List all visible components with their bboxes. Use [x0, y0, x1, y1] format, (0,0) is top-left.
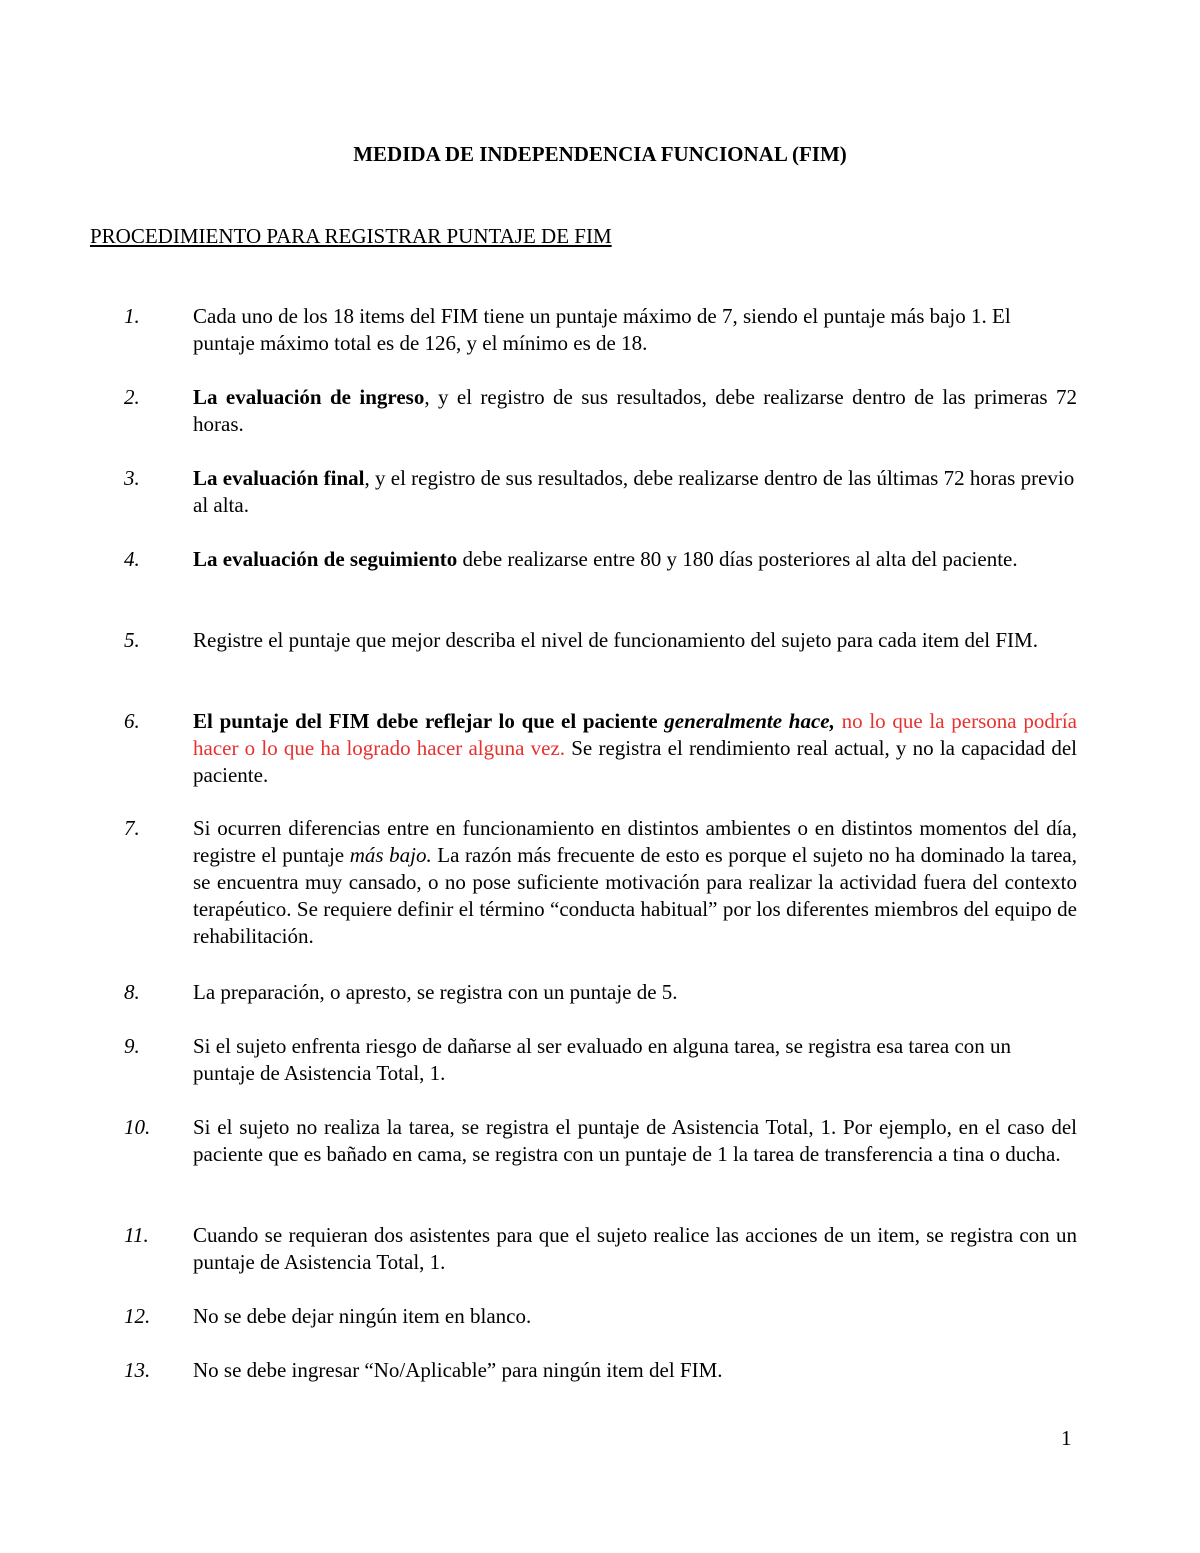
item-bold-lead: El puntaje del FIM debe reflejar lo que el paciente: [193, 709, 665, 733]
item-bold-lead: La evaluación final: [193, 466, 365, 490]
item-text: [193, 546, 1077, 573]
item-bold-lead: La evaluación de ingreso: [193, 385, 425, 409]
item-number: 6.: [124, 709, 140, 733]
item-text: No se debe ingresar “No/Aplicable” para ningún item del FIM.: [193, 1358, 723, 1382]
item-text: Cada uno de los 18 items del FIM tiene un puntaje máximo de 7, siendo el puntaje más bajo 1. El puntaje máximo total es de 126, y el mínimo es de 18.: [193, 304, 1011, 355]
item-number: 5.: [124, 628, 140, 652]
item-number: 11.: [124, 1223, 149, 1247]
item-italic: más bajo.: [349, 843, 432, 867]
item-text: La preparación, o apresto, se registra con un puntaje de 5.: [193, 980, 678, 1004]
item-number: 13.: [124, 1358, 151, 1382]
item-red-text: no lo que la persona podría hacer o lo que ha logrado hacer alguna vez.: [193, 709, 1077, 760]
item-text-rest: La razón más frecuente de esto es porque el sujeto no ha dominado la tarea, se encuentra muy cansado, o no pose suficiente motivación para realizar la actividad fuera del contexto terapéutico. Se requiere definir el término “conducta habitual” por los diferentes miembros del equipo de rehabilitación.: [193, 843, 1077, 948]
item-text-rest: , y el registro de sus resultados, debe realizarse dentro de las primeras 72 horas.: [193, 385, 1077, 436]
item-number: 2.: [124, 385, 140, 409]
item-text: [193, 465, 1077, 519]
item-text-rest: , y el registro de sus resultados, debe realizarse dentro de las últimas 72 horas previo al alta.: [193, 466, 1075, 517]
item-text: [193, 708, 1077, 789]
item-number: 8.: [124, 980, 140, 1004]
item-text: Si el sujeto enfrenta riesgo de dañarse al ser evaluado en alguna tarea, se registra esa tarea con un puntaje de Asistencia Total, 1.: [193, 1034, 1012, 1085]
item-text: Si el sujeto no realiza la tarea, se registra el puntaje de Asistencia Total, 1. Por ejemplo, en el caso del paciente que es bañado en cama, se registra con un puntaje de 1 la tarea de transferencia a tina o ducha.: [193, 1115, 1077, 1166]
section-title: PROCEDIMIENTO PARA REGISTRAR PUNTAJE DE FIM: [90, 224, 612, 248]
item-number: 7.: [124, 816, 140, 840]
item-number: 12.: [124, 1304, 151, 1328]
item-text: Registre el puntaje que mejor describa el nivel de funcionamiento del sujeto para cada item del FIM.: [193, 628, 1038, 652]
document-title: MEDIDA DE INDEPENDENCIA FUNCIONAL (FIM): [353, 142, 847, 166]
item-number: 10.: [124, 1115, 151, 1139]
item-text: No se debe dejar ningún item en blanco.: [193, 1304, 532, 1328]
item-number: 4.: [124, 547, 140, 571]
item-text-rest: Se registra el rendimiento real actual, y no la capacidad del paciente.: [193, 736, 1077, 787]
page-number: 1: [1061, 1426, 1072, 1450]
item-number: 1.: [124, 304, 140, 328]
item-bold-lead: La evaluación de seguimiento: [193, 547, 458, 571]
item-number: 3.: [124, 466, 140, 490]
item-text: [193, 815, 1077, 950]
item-number: 9.: [124, 1034, 140, 1058]
item-bold-italic: generalmente hace,: [664, 709, 835, 733]
item-text-rest: debe realizarse entre 80 y 180 días posteriores al alta del paciente.: [457, 547, 1018, 571]
item-text: Cuando se requieran dos asistentes para que el sujeto realice las acciones de un item, se registra con un puntaje de Asistencia Total, 1.: [193, 1223, 1077, 1274]
item-text: [193, 384, 1077, 438]
item-text-pre: Si ocurren diferencias entre en funcionamiento en distintos ambientes o en distintos momentos del día, registre el puntaje: [193, 816, 1077, 867]
